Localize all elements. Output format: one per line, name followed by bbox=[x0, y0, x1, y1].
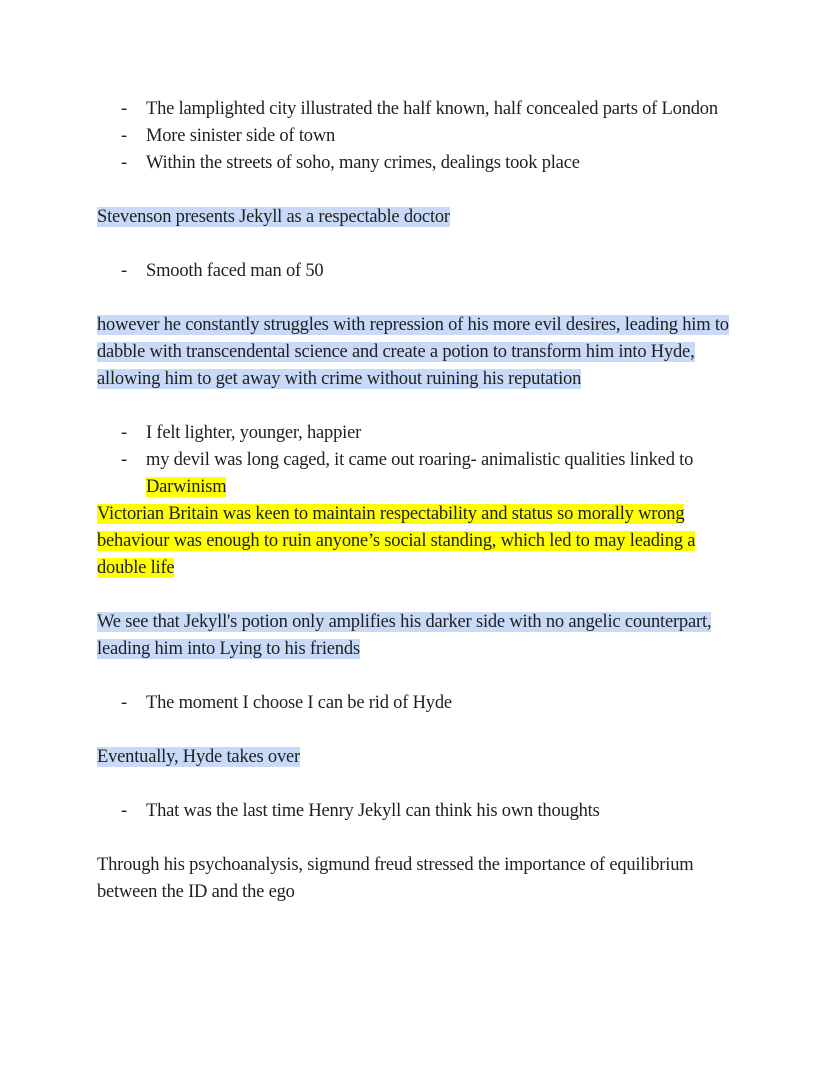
paragraph-potion-amplifies bbox=[97, 609, 737, 663]
paragraph-hyde-takes-over bbox=[97, 744, 737, 771]
list-item-text: Smooth faced man of 50 bbox=[146, 261, 324, 281]
bullet-list-lamplighted-city bbox=[97, 96, 737, 177]
list-item bbox=[97, 798, 737, 825]
paragraph-respectable-doctor bbox=[97, 204, 737, 231]
empty-line bbox=[97, 771, 737, 798]
empty-line bbox=[97, 825, 737, 852]
highlighted-text: Eventually, Hyde takes over bbox=[97, 747, 300, 767]
paragraph-repression bbox=[97, 312, 737, 393]
empty-line bbox=[97, 663, 737, 690]
list-item bbox=[97, 123, 737, 150]
dash-bullet-icon: - bbox=[121, 801, 127, 821]
empty-line bbox=[97, 231, 737, 258]
list-item-text: More sinister side of town bbox=[146, 126, 336, 146]
empty-line bbox=[97, 582, 737, 609]
empty-line bbox=[97, 393, 737, 420]
dash-bullet-icon: - bbox=[121, 693, 127, 713]
empty-line bbox=[97, 717, 737, 744]
list-item-text: Within the streets of soho, many crimes, dealings took place bbox=[146, 153, 580, 173]
list-item bbox=[97, 447, 737, 501]
dash-bullet-icon: - bbox=[121, 261, 127, 281]
paragraph-text: Through his psychoanalysis, sigmund freud stressed the importance of equilibrium between the ID and the ego bbox=[97, 855, 694, 902]
bullet-list-last-time bbox=[97, 798, 737, 825]
list-item bbox=[97, 258, 737, 285]
dash-bullet-icon: - bbox=[121, 153, 127, 173]
highlighted-text: Stevenson presents Jekyll as a respectable doctor bbox=[97, 207, 450, 227]
highlighted-text-darwinism: Darwinism bbox=[146, 477, 227, 497]
highlighted-text: however he constantly struggles with repression of his more evil desires, leading him to dabble with transcendental science and create a potion to transform him into Hyde, allowing him to get away with crime without ruining his reputation bbox=[97, 315, 729, 389]
list-item-text: That was the last time Henry Jekyll can think his own thoughts bbox=[146, 801, 600, 821]
list-item-text: The moment I choose I can be rid of Hyde bbox=[146, 693, 452, 713]
highlighted-text: Victorian Britain was keen to maintain respectability and status so morally wrong behaviour was enough to ruin anyone’s social standing, which led to may leading a double life bbox=[97, 504, 696, 578]
bullet-list-smooth-faced bbox=[97, 258, 737, 285]
list-item bbox=[97, 96, 737, 123]
dash-bullet-icon: - bbox=[121, 423, 127, 443]
empty-line bbox=[97, 177, 737, 204]
list-item bbox=[97, 420, 737, 447]
highlighted-text: We see that Jekyll's potion only amplifies his darker side with no angelic counterpart, leading him into Lying to his friends bbox=[97, 612, 712, 659]
empty-line bbox=[97, 285, 737, 312]
dash-bullet-icon: - bbox=[121, 450, 127, 470]
list-item-text: I felt lighter, younger, happier bbox=[146, 423, 362, 443]
list-item-text: my devil was long caged, it came out roaring- animalistic qualities linked to bbox=[146, 450, 694, 470]
bullet-list-rid-of-hyde bbox=[97, 690, 737, 717]
document-page bbox=[97, 96, 737, 906]
list-item-text: The lamplighted city illustrated the half known, half concealed parts of London bbox=[146, 99, 718, 119]
list-item bbox=[97, 150, 737, 177]
bullet-list-quotes bbox=[97, 420, 737, 501]
dash-bullet-icon: - bbox=[121, 126, 127, 146]
paragraph-freud bbox=[97, 852, 737, 906]
paragraph-victorian-britain bbox=[97, 501, 737, 582]
dash-bullet-icon: - bbox=[121, 99, 127, 119]
list-item bbox=[97, 690, 737, 717]
